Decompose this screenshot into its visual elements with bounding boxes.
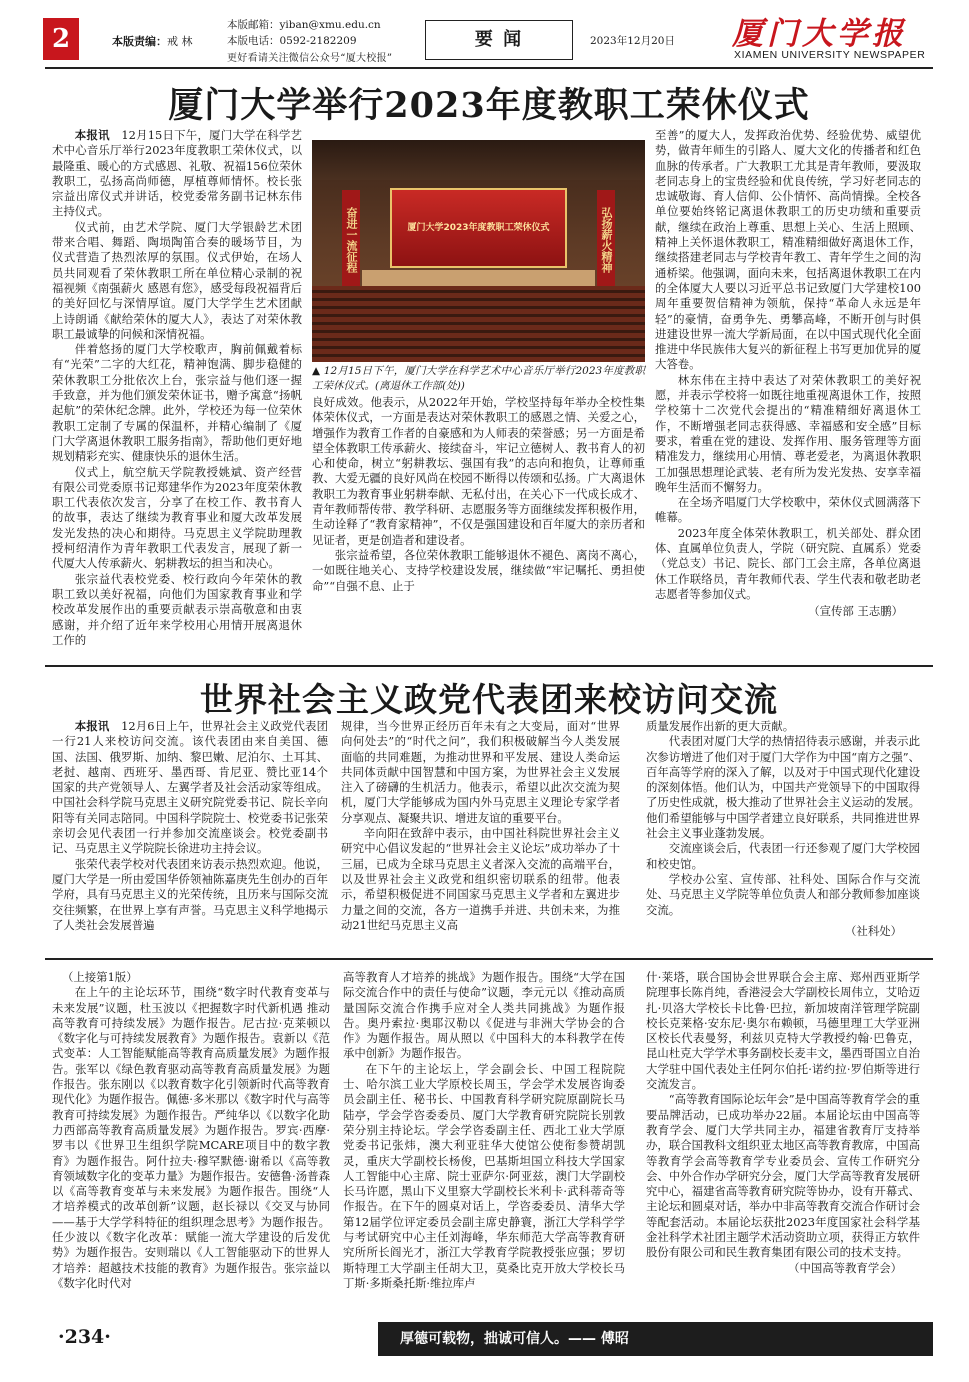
page-number: 2 <box>51 24 71 54</box>
footer-motto: 厚德可载物，拙诚可信人。—— 傅昭 <box>400 1331 629 1347</box>
article1-col1 <box>52 128 302 648</box>
article2-headline: 世界社会主义政党代表团来校访问交流 <box>200 680 778 719</box>
banner-right: 弘扬薪火精神 <box>597 190 615 290</box>
article2-col1 <box>52 719 328 933</box>
article1-col2 <box>312 395 645 594</box>
paragraph: 张宗益希望，各位荣休教职工能够退休不褪色、离岗不离心，一如既往地关心、支持学校建设发展，继续做“牢记嘱托、勇担使命”“自强不息、止于 <box>312 547 645 593</box>
paragraph: 至善”的厦大人，发挥政治优势、经验优势、威望优势，做青年师生的引路人、厦大文化的传播者和红色血脉的传承者。广大教职工尤其是青年教师，要汲取老同志身上的宝贵经验和优良传统，学习好老同志的忠诚敬诲、育人信仰、公仆情怀、高尚情操。全校各单位要始终铭记离退休教职工的历史功绩和重要贡献，继续在政治上尊重、思想上关心、生活上照顾、精神上关怀退休教职工，精准精细做好离退休工作，继续搭建老同志与学校青年教工、青年学生之间的沟通桥梁。他强调，面向未来，包括离退休教职工在内的全体厦大人要以习近平总书记致厦门大学建校100周年重要贺信精神为领航，保持“革命人永远是年轻”的豪情，奋勇争先、勇攀高峰，不断开创与时俱进建设世界一流大学新局面，在以中国式现代化全面推进中华民族伟大复兴的新征程上书写更加优异的厦大答卷。 <box>655 128 921 372</box>
banner-left: 奋进一流征程 <box>342 190 360 290</box>
paragraph: 交流座谈会后，代表团一行还参观了厦门大学校园和校史馆。 <box>646 841 920 871</box>
section-divider <box>45 958 933 960</box>
paragraph: 在全场齐唱厦门大学校歌中，荣休仪式圆满落下帷幕。 <box>655 495 921 525</box>
paragraph: 规律，当今世界正经历百年未有之大变局，面对“世界向何处去”的“时代之问”，我们积极破解当今人类发展面临的共同难题，为推动世界和平发展、建设人类命运共同体贡献中国智慧和中国方案，为世界社会主义发展注入了磅礴的生机活力。他表示，希望以此次交流为契机，厦门大学能够成为国内外马克思主义理论专家学者分享观点、凝聚共识、增进友谊的重要平台。 <box>341 719 620 825</box>
paragraph: 张荣代表学校对代表团来访表示热烈欢迎。他说，厦门大学是一所由爱国华侨领袖陈嘉庚先生创办的百年学府，具有马克思主义的光荣传统，且历来与国际交流交往频繁，在世界上享有声誉。马克思主义科学地揭示了人类社会发展普遍 <box>52 856 328 932</box>
article3-col3 <box>646 970 920 1276</box>
paragraph: 仪式上，航空航天学院教授姚斌、资产经营有限公司党委原书记郑建华作为2023年度荣休教职工代表依次发言，分享了在校工作、教书育人的故事，表达了继续为教育事业和厦大改革发展发光发热的决心和期待。马克思主义学院助理教授柯绍清作为青年教职工代表发言，展现了新一代厦大人传承薪火、躬耕教坛的担当和决心。 <box>52 464 302 571</box>
paragraph: 良好成效。他表示，从2022年开始，学校坚持每年举办全校性集体荣休仪式，一方面是表达对荣休教职工的感恩之情、关爱之心，增强作为教育工作者的自豪感和为人师表的荣誉感；另一方面是希望全体教职工传承薪火、接续奋斗，牢记立德树人、教书育人的初心和使命，树立“躬耕教坛、强国有我”的志向和抱负，让尊师重教、大爱无疆的良好风尚在校园不断得以传颂和弘扬。广大离退休教职工为教育事业躬耕奉献、无私付出，在关心下一代成长成才、青年教师帮传带、教学科研、志愿服务等方面继续发挥积极作用，生动诠释了“教育家精神”，不仅是强国建设和百年厦大的亲历者和见证者，更是创造者和建设者。 <box>312 395 645 547</box>
article1-headline: 厦门大学举行2023年度教职工荣休仪式 <box>168 85 810 126</box>
article2-col3 <box>646 719 920 939</box>
header-phone: 本版电话：0592-2182209 <box>227 35 357 47</box>
stage-floor <box>362 270 595 286</box>
paragraph: 学校办公室、宣传部、社科处、国际合作与交流处、马克思主义学院等单位负责人和部分教师参加座谈交流。 <box>646 871 920 917</box>
paragraph: “高等教育国际论坛年会”是中国高等教育学会的重要品牌活动，已成功举办22届。本届论坛由中国高等教育学会、厦门大学共同主办，福建省教育厅支持举办，联合国教科文组织亚太地区高等教育教席，中国高等教育学会高等教育学专业委员会、宣传工作研究分会、中外合作办学研究分会，厦门大学高等教育发展研究中心，福建省高等教育研究院等协办，设有开幕式、主论坛和圆桌对话，举办中非高等教育交流合作研讨会等配套活动。本届论坛获批2023年度国家社会科学基金社科学术社团主题学术活动资助立项，获得正方软件股份有限公司和民生教育集团有限公司的技术支持。 <box>646 1092 920 1260</box>
paragraph: 辛向阳在致辞中表示，由中国社科院世界社会主义研究中心倡议发起的“世界社会主义论坛”成功举办了十三届，已成为全球马克思主义者深入交流的高端平台，以及世界社会主义政党和组织密切联系的纽带。他表示，希望积极促进不同国家马克思主义学者和左翼进步力量之间的交流，各方一道携手并进、共创未来，为推动21世纪马克思主义高 <box>341 826 620 932</box>
stage-screen <box>390 188 567 268</box>
paragraph: 代表团对厦门大学的热情招待表示感谢，并表示此次参访增进了他们对于厦门大学作为中国“南方之强”、百年高等学府的深入了解，以及对于中国式现代化建设的深刻体悟。他们认为，中国共产党领导下的中国取得了历史性成就，极大推动了世界社会主义运动的发展。他们希望能够与中国学者建立良好联系，共同推进世界社会主义事业蓬勃发展。 <box>646 734 920 841</box>
header-divider <box>45 67 933 69</box>
article1-photo <box>312 140 645 362</box>
issue-date: 2023年12月20日 <box>590 35 675 47</box>
section-box <box>425 20 573 60</box>
screen-title: 厦门大学2023年度教职工荣休仪式 <box>407 223 550 233</box>
paragraph: 仪式前，由艺术学院、厦门大学银龄艺术团带来合唱、舞蹈、陶埙陶笛合奏的暖场节目，为仪式营造了热烈浓厚的氛围。仪式伊始，在场人员共同观看了荣休教职工所在单位精心录制的祝福视频《南强薪火 感恩有您》，感受每段祝福背后的美好回忆与深情厚谊。厦门大学学生艺术团献上诗朗诵《献给荣休的厦大人》，表达了对荣休教职工最诚挚的问候和深情祝福。 <box>52 219 302 341</box>
paragraph: 在下午的主论坛上，学会副会长、中国工程院院士、哈尔滨工业大学原校长周玉，学会学术发展咨询委员会副主任、秘书长、中国教育科学研究院原副院长马陆亭，学会学咨委委员、厦门大学教育研究院院长别敦荣分别主持论坛。学会学咨委副主任、西北工业大学原党委书记张炜，澳大利亚驻华大使馆公使衔参赞胡凯灵，重庆大学副校长杨俊，巴基斯坦国立科技大学国家人工智能中心主席、院士亚萨尔·阿亚兹，澳门大学副校长马许愿，黑山下义里察大学副校长米利卡·武科蒂奇等作报告。在下午的圆桌对话上，学咨委委员、清华大学第12届学位评定委员会副主席史静寰，浙江大学科学学与考试研究中心主任刘海峰，华东师范大学高等教育研究所所长阎光才，浙江大学教育学院教授张应强；罗切斯特理工大学副主任胡大卫，莫桑比克开放大学校长马丁斯·多斯桑托斯·维拉库卢 <box>343 1061 625 1290</box>
footer-motto-bar <box>378 1322 933 1356</box>
photo-caption: ▲ 12月15日下午，厦门大学在科学艺术中心音乐厅举行2023年度教职工荣休仪式。(离退休工作部(处)) <box>312 365 645 392</box>
header-wechat: 更好看请关注微信公众号“厦大校报” <box>227 53 393 64</box>
paragraph: 本报讯 12月15日下午，厦门大学在科学艺术中心音乐厅举行2023年度教职工荣休仪式，以最隆重、暖心的方式感恩、礼敬、祝福156位荣休教职工，弘扬高尚师德，厚植尊师情怀。校长张宗益出席仪式并讲话，校党委常务副书记林东伟主持仪式。 <box>52 128 302 219</box>
paragraph: 张宗益代表校党委、校行政向今年荣休的教职工致以美好祝福，向他们为国家教育事业和学校改革发展作出的重要贡献表示崇高敬意和由衷感谢，并介绍了近年来学校用心用情开展离退休工作的 <box>52 571 302 647</box>
header-email: 本版邮箱：yiban@xmu.edu.cn <box>227 19 381 31</box>
byline: （宣传部 王志鹏） <box>808 604 903 619</box>
paragraph: 高等教育人才培养的挑战》为题作报告。围绕“大学在国际交流合作中的责任与使命”议题，李元元以《推动高质量国际交流合作携手应对全人类共同挑战》为题作报告。奥丹索拉·奥耶汉勒以《促进与非洲大学协会的合作》为题作报告。周从照以《中国科大的本科教学在传承中创新》为题作报告。 <box>343 970 625 1061</box>
audience-seats <box>312 286 645 362</box>
footer-page-number: ·234· <box>58 1326 111 1348</box>
section-divider <box>45 665 933 667</box>
hall-ceiling <box>312 140 645 180</box>
byline: （中国高等教育学会） <box>788 1260 902 1275</box>
byline: （社科处） <box>845 923 902 938</box>
editor-label: 本版责编：戒 林 <box>112 35 193 48</box>
paragraph: 伴着悠扬的厦门大学校歌声，胸前佩戴着标有“光荣”二字的大红花，精神饱满、脚步稳健的荣休教职工分批依次上台，张宗益与他们逐一握手致意，并为他们颁发荣休证书，赠予寓意“扬帆起航”的荣休纪念牌。此外，学校还为每一位荣休教职工定制了专属的保温杯，并精心编制了《厦门大学离退休教职工服务指南》，帮助他们更好地规划精彩充实、健康快乐的退休生活。 <box>52 342 302 464</box>
masthead-logo: 厦门大学报 <box>732 16 907 52</box>
article3-col1 <box>52 970 330 1291</box>
article1-col3 <box>655 128 921 620</box>
paragraph: 林东伟在主持中表达了对荣休教职工的美好祝愿，并表示学校将一如既往地重视离退休工作，按照学校第十二次党代会提出的“精准精细好离退休工作，不断增强老同志获得感、幸福感和安全感”目标要求，着重在党的建设、发挥作用、服务管理等方面精准发力，继续用心用情、尊老爱老，为离退休教职工加强思想理论武装、老有所为发光发热、安享幸福晚年生活而不懈努力。 <box>655 372 921 494</box>
paragraph: 本报讯 12月6日上午，世界社会主义政党代表团一行21人来校访问交流。该代表团由来自美国、德国、法国、俄罗斯、加纳、黎巴嫩、尼泊尔、土耳其、老挝、越南、西班牙、墨西哥、肯尼亚、赞比亚14个国家的共产党领导人、左翼学者及社会活动家等组成。中国社会科学院马克思主义研究院党委书记、院长辛向阳等有关同志陪同。中国科学院院士、校党委书记张荣亲切会见代表团一行并参加交流座谈会。校党委副书记、马克思主义学院院长徐进功主持会议。 <box>52 719 328 856</box>
article2-col2 <box>341 719 620 933</box>
paragraph: 质量发展作出新的更大贡献。 <box>646 719 795 733</box>
page-number-badge <box>43 18 79 60</box>
article3-col2 <box>343 970 625 1291</box>
paragraph: 什·莱塔，联合国协会世界联合会主席、郑州西亚斯学院理事长陈肖纯，香港浸会大学副校长周伟立，艾哈迈扎·贝洛大学校长卡比鲁·巴拉，新加坡南洋管理学院副校长克莱格·安东尼·奥尔布赖顿，马德里理工大学亚洲区校长代表曼努，利兹贝克特大学教授约翰·巴鲁克，昆山杜克大学学术事务副校长麦丰文，墨西哥国立自治大学驻中国代表处主任阿尔伯托·诺约拉·罗伯斯等进行交流发言。 <box>646 970 920 1092</box>
paragraph: 2023年度全体荣休教职工，机关部处、群众团体、直属单位负责人，学院（研究院、直属系）党委（党总支）书记、院长、部门工会主席，各单位离退休工作联络员，青年教师代表、学生代表和敬老助老志愿者等参加仪式。 <box>655 525 921 601</box>
masthead-english: XIAMEN UNIVERSITY NEWSPAPER <box>734 49 926 61</box>
continued-note: （上接第1版） <box>62 970 138 984</box>
section-label: 要 闻 <box>474 29 524 50</box>
paragraph: 在上午的主论坛环节，围绕“数字时代教育变革与未来发展”议题，杜玉波以《把握数字时代新机遇 推动高等教育可持续发展》为题作报告。尼古拉·克莱顿以《数字化与可持续发展教育》为题作报告。袁新以《范式变革：人工智能赋能高等教育高质量发展》为题作报告。张军以《绿色教育驱动高等教育高质量发展》为题作报告。张东刚以《以教育数字化引领新时代高等教育现代化》为题作报告。佩德·多米那以《数字时代与高等教育可持续发展》为题作报告。严纯华以《以数字化助力西部高等教育高质量发展》为题作报告。罗宾·西摩·罗韦以《世界卫生组织学院MCARE项目中的数字教育》为题作报告。阿什拉夫·穆罕默德·谢希以《高等教育领域数字化的变革力量》为题作报告。安德鲁·汤普森以《高等教育变革与未来发展》为题作报告。围绕“人才培养模式的改革创新”议题，赵长禄以《交叉与协同——基于大学学科特征的组织理念思考》为题作报告。任少波以《数字化改革：赋能一流大学建设的后发优势》为题作报告。安则瑞以《人工智能驱动下的世界人才培养：超越技术技能的教育》为题作报告。张宗益以《数字化时代对 <box>52 985 330 1290</box>
